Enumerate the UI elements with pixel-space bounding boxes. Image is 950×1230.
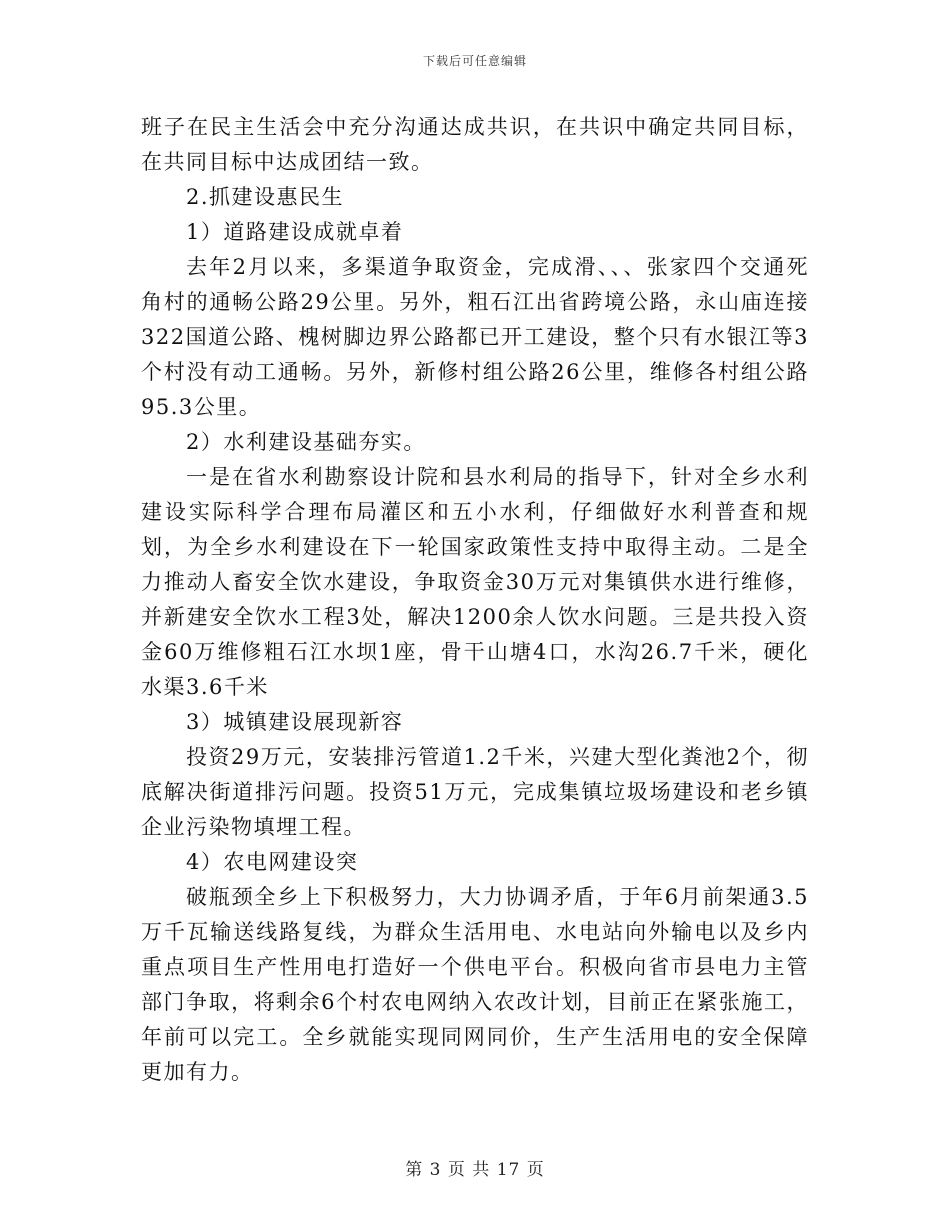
paragraph-town-construction: 投资29万元，安装排污管道1.2千米，兴建大型化粪池2个，彻底解决街道排污问题。投资51万元，完成集镇垃圾场建设和老乡镇企业污染物填埋工程。	[141, 745, 809, 839]
subheading-road-construction: 1）道路建设成就卓着	[186, 220, 404, 244]
paragraph-power-grid: 破瓶颈全乡上下积极努力，大力协调矛盾，于年6月前架通3.5万千瓦输送线路复线，为群众生活用电、水电站向外输电以及乡内重点项目生产性用电打造好一个供电平台。积极向省市县电力主管部门争取，将剩余6个村农电网纳入农改计划，目前正在紧张施工，年前可以完工。全乡就能实现同网同价，生产生活用电的安全保障更加有力。	[141, 885, 809, 1084]
page-header: 下载后可任意编辑	[422, 54, 527, 68]
paragraph-water-conservancy: 一是在省水利勘察设计院和县水利局的指导下，针对全乡水利建设实际科学合理布局灌区和五小水利，仔细做好水利普查和规划，为全乡水利建设在下一轮国家政策性支持中取得主动。二是全力推动人畜安全饮水建设，争取资金30万元对集镇供水进行维修，并新建安全饮水工程3处，解决1200余人饮水问题。三是共投入资金60万维修粗石江水坝1座，骨干山塘4口，水沟26.7千米，硬化水渠3.6千米	[141, 465, 809, 699]
document-body	[141, 110, 809, 1090]
subheading-town-construction: 3）城镇建设展现新容	[186, 710, 404, 734]
section-heading-construction: 2.抓建设惠民生	[186, 185, 345, 209]
subheading-power-grid: 4）农电网建设突	[186, 850, 359, 874]
paragraph-continued: 班子在民主生活会中充分沟通达成共识，在共识中确定共同目标，在共同目标中达成团结一致。	[141, 115, 809, 174]
subheading-water-conservancy: 2）水利建设基础夯实。	[186, 430, 426, 454]
page-number: 第 3 页 共 17 页	[405, 1160, 545, 1180]
paragraph-road-construction: 去年2月以来，多渠道争取资金，完成滑、、、张家四个交通死角村的通畅公路29公里。另外，粗石江出省跨境公路，永山庙连接322国道公路、槐树脚边界公路都已开工建设，整个只有水银江等3个村没有动工通畅。另外，新修村组公路26公里，维修各村组公路95.3公里。	[141, 255, 809, 419]
